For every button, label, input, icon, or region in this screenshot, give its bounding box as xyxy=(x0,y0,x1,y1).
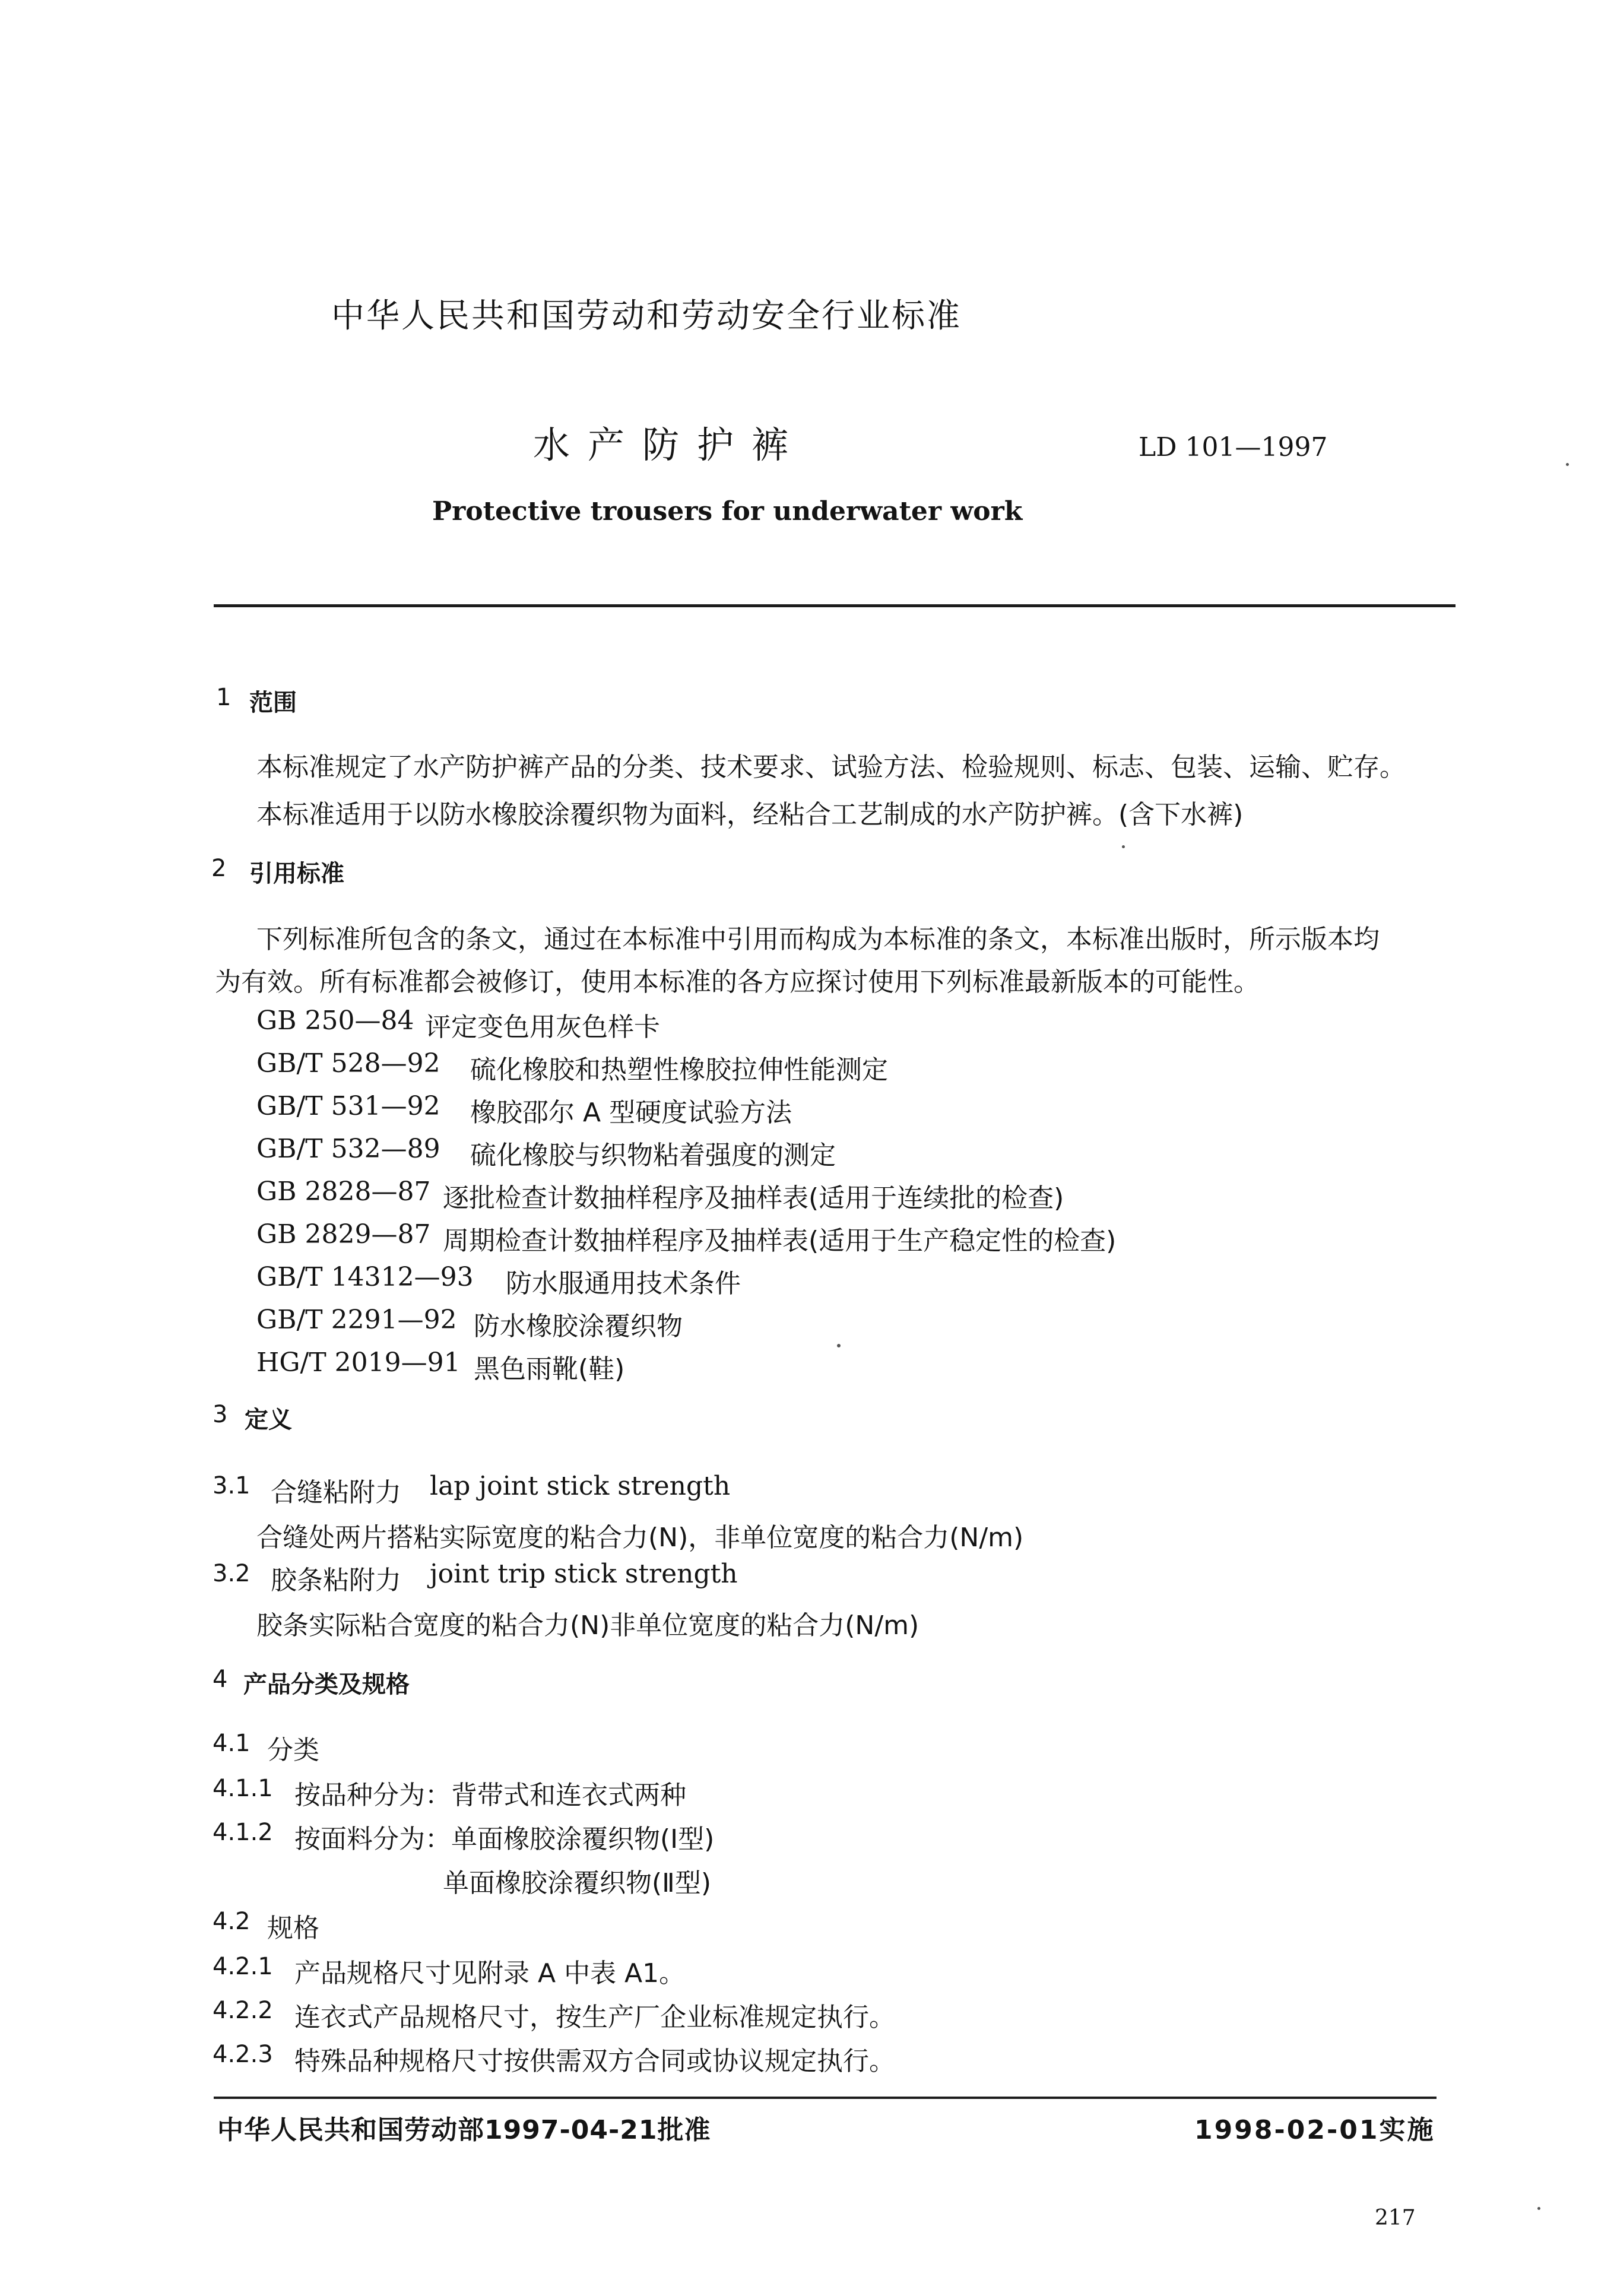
definition-term: 胶条粘附力 xyxy=(271,1565,401,1596)
subsection-4-1-number: 4.1 xyxy=(213,1730,250,1757)
scan-speck xyxy=(837,1344,841,1347)
scope-paragraph-2: 本标准适用于以防水橡胶涂覆织物为面料，经粘合工艺制成的水产防护裤。(含下水裤) xyxy=(256,800,1244,830)
reference-code: GB 250—84 xyxy=(256,1006,414,1036)
definition-number: 3.1 xyxy=(213,1472,250,1499)
clause-number: 4.1.2 xyxy=(213,1819,273,1846)
clause-text: 产品规格尺寸见附录 A 中表 A1。 xyxy=(294,1958,686,1989)
subsection-4-2-number: 4.2 xyxy=(213,1908,250,1935)
section-3-number: 3 xyxy=(213,1401,228,1428)
standard-code: LD 101—1997 xyxy=(1139,432,1328,462)
reference-title: 橡胶邵尔 A 型硬度试验方法 xyxy=(470,1098,792,1128)
clause-text: 按品种分为：背带式和连衣式两种 xyxy=(294,1780,686,1810)
clause-text-continuation: 单面橡胶涂覆织物(Ⅱ型) xyxy=(443,1868,711,1898)
reference-title: 防水橡胶涂覆织物 xyxy=(474,1311,683,1342)
reference-code: GB/T 14312—93 xyxy=(256,1262,474,1292)
definition-text: 胶条实际粘合宽度的粘合力(N)非单位宽度的粘合力(N/m) xyxy=(256,1610,919,1641)
references-intro-line-2: 为有效。所有标准都会被修订，使用本标准的各方应探讨使用下列标准最新版本的可能性。 xyxy=(215,967,1260,997)
reference-code: GB 2829—87 xyxy=(256,1219,431,1250)
section-3-heading: 定义 xyxy=(245,1406,292,1434)
reference-title: 逐批检查计数抽样程序及抽样表(适用于连续批的检查) xyxy=(443,1183,1064,1213)
reference-item xyxy=(256,1006,414,1036)
section-1-number: 1 xyxy=(216,684,232,711)
reference-title: 防水服通用技术条件 xyxy=(506,1268,741,1299)
clause-text: 按面料分为：单面橡胶涂覆织物(Ⅰ型) xyxy=(294,1824,715,1854)
header-rule xyxy=(214,604,1456,607)
definition-text: 合缝处两片搭粘实际宽度的粘合力(N)，非单位宽度的粘合力(N/m) xyxy=(256,1523,1024,1553)
approval-line: 中华人民共和国劳动部1997-04-21批准 xyxy=(217,2115,711,2145)
section-2-heading: 引用标准 xyxy=(249,860,344,887)
reference-code: GB/T 531—92 xyxy=(256,1091,440,1121)
clause-text: 特殊品种规格尺寸按供需双方合同或协议规定执行。 xyxy=(294,2046,895,2076)
section-1-heading: 范围 xyxy=(249,689,297,716)
reference-code: GB/T 532—89 xyxy=(256,1134,440,1164)
scan-speck xyxy=(1566,463,1569,466)
footer-rule xyxy=(214,2097,1437,2099)
definition-term: 合缝粘附力 xyxy=(271,1477,401,1508)
reference-title: 周期检查计数抽样程序及抽样表(适用于生产稳定性的检查) xyxy=(443,1226,1117,1256)
clause-number: 4.2.2 xyxy=(213,1997,273,2024)
definition-term-english: lap joint stick strength xyxy=(430,1471,731,1501)
definition-term-english: joint trip stick strength xyxy=(430,1559,738,1589)
section-4-number: 4 xyxy=(213,1666,228,1693)
subsection-4-2-heading: 规格 xyxy=(267,1913,319,1943)
clause-number: 4.2.1 xyxy=(213,1953,273,1980)
reference-code: GB/T 2291—92 xyxy=(256,1305,457,1335)
reference-title: 黑色雨靴(鞋) xyxy=(474,1354,625,1384)
document-title-english: Protective trousers for underwater work xyxy=(432,496,1023,527)
document-title: 水产防护裤 xyxy=(533,423,807,467)
reference-title: 硫化橡胶和热塑性橡胶拉伸性能测定 xyxy=(470,1055,888,1085)
clause-number: 4.2.3 xyxy=(213,2041,273,2068)
reference-title: 评定变色用灰色样卡 xyxy=(425,1012,660,1042)
clause-number: 4.1.1 xyxy=(213,1775,273,1802)
page-number: 217 xyxy=(1375,2206,1416,2230)
reference-code: GB 2828—87 xyxy=(256,1176,431,1207)
references-intro-line-1: 下列标准所包含的条文，通过在本标准中引用而构成为本标准的条文，本标准出版时，所示版本均 xyxy=(256,924,1380,954)
definition-number: 3.2 xyxy=(213,1560,250,1587)
effective-date: 1998-02-01实施 xyxy=(1194,2115,1435,2145)
subsection-4-1-heading: 分类 xyxy=(267,1735,319,1765)
scan-speck xyxy=(1537,2207,1540,2210)
reference-code: GB/T 528—92 xyxy=(256,1048,440,1079)
scan-speck xyxy=(1122,845,1125,848)
scope-paragraph-1: 本标准规定了水产防护裤产品的分类、技术要求、试验方法、检验规则、标志、包装、运输、贮存。 xyxy=(256,752,1406,782)
clause-text: 连衣式产品规格尺寸，按生产厂企业标准规定执行。 xyxy=(294,2002,895,2032)
issuing-authority: 中华人民共和国劳动和劳动安全行业标准 xyxy=(331,297,962,335)
reference-code: HG/T 2019—91 xyxy=(256,1347,461,1378)
section-2-number: 2 xyxy=(211,855,227,882)
reference-title: 硫化橡胶与织物粘着强度的测定 xyxy=(470,1140,836,1171)
section-4-heading: 产品分类及规格 xyxy=(243,1671,410,1698)
